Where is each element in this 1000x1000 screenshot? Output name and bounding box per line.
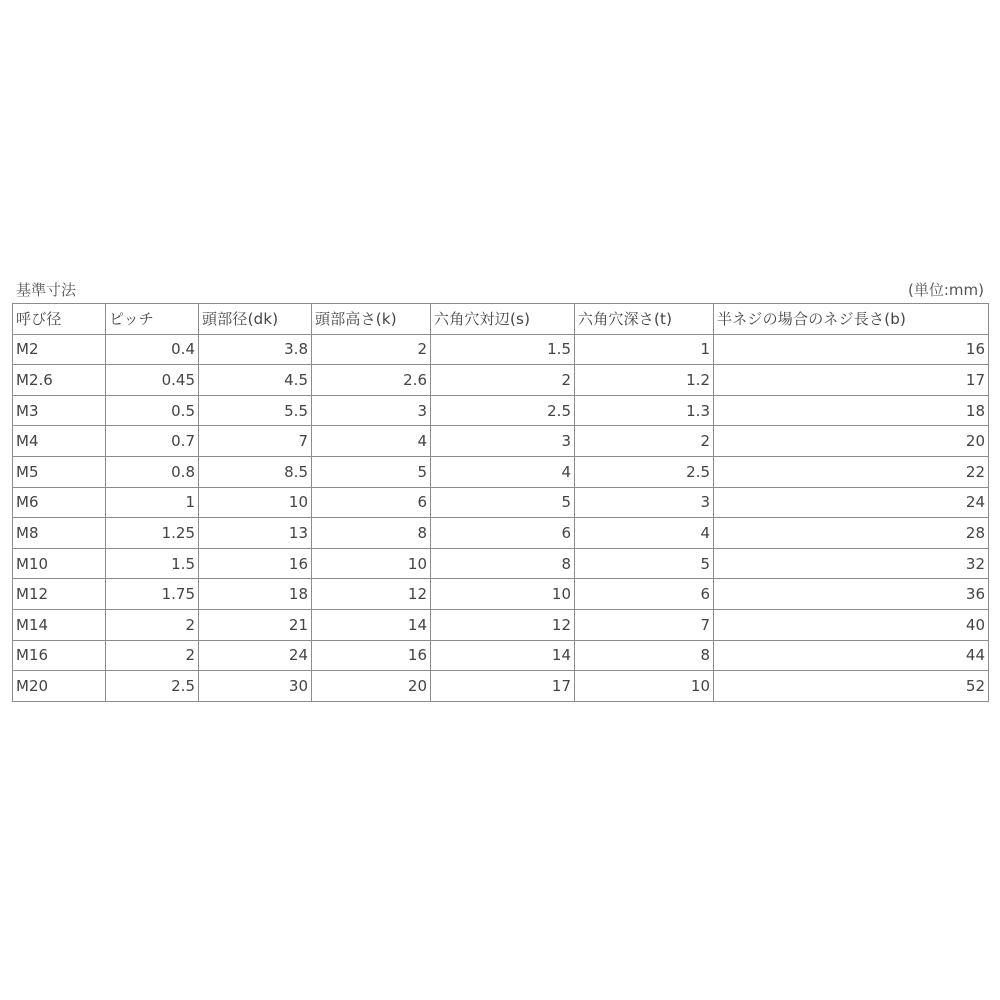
cell-nominal-diameter: M3 [13, 395, 106, 426]
cell-thread-length: 16 [714, 334, 989, 365]
cell-hex-socket-size: 12 [431, 609, 575, 640]
cell-hex-socket-size: 17 [431, 671, 575, 702]
cell-nominal-diameter: M8 [13, 518, 106, 549]
cell-head-height: 3 [312, 395, 431, 426]
cell-pitch: 2 [106, 609, 199, 640]
cell-hex-socket-depth: 5 [575, 548, 714, 579]
cell-hex-socket-size: 2.5 [431, 395, 575, 426]
cell-nominal-diameter: M16 [13, 640, 106, 671]
cell-thread-length: 22 [714, 456, 989, 487]
cell-thread-length: 32 [714, 548, 989, 579]
cell-pitch: 2.5 [106, 671, 199, 702]
cell-hex-socket-size: 3 [431, 426, 575, 457]
cell-hex-socket-depth: 1.2 [575, 365, 714, 396]
cell-pitch: 0.5 [106, 395, 199, 426]
cell-thread-length: 36 [714, 579, 989, 610]
table-body [13, 334, 989, 701]
cell-hex-socket-size: 14 [431, 640, 575, 671]
cell-head-diameter: 24 [199, 640, 312, 671]
cell-hex-socket-depth: 3 [575, 487, 714, 518]
cell-head-diameter: 8.5 [199, 456, 312, 487]
cell-hex-socket-size: 4 [431, 456, 575, 487]
cell-nominal-diameter: M12 [13, 579, 106, 610]
table-caption [14, 277, 990, 301]
cell-thread-length: 20 [714, 426, 989, 457]
cell-head-height: 10 [312, 548, 431, 579]
table-row [13, 365, 989, 396]
cell-nominal-diameter: M20 [13, 671, 106, 702]
cell-thread-length: 40 [714, 609, 989, 640]
header-thread-length: 半ネジの場合のネジ長さ(b) [714, 304, 989, 335]
table-row [13, 579, 989, 610]
cell-head-height: 6 [312, 487, 431, 518]
table-row [13, 671, 989, 702]
cell-hex-socket-depth: 1 [575, 334, 714, 365]
cell-head-diameter: 10 [199, 487, 312, 518]
cell-thread-length: 52 [714, 671, 989, 702]
cell-nominal-diameter: M14 [13, 609, 106, 640]
cell-pitch: 1.25 [106, 518, 199, 549]
cell-pitch: 0.8 [106, 456, 199, 487]
cell-pitch: 0.45 [106, 365, 199, 396]
cell-head-height: 2 [312, 334, 431, 365]
table-row [13, 609, 989, 640]
cell-head-diameter: 30 [199, 671, 312, 702]
table-row [13, 518, 989, 549]
cell-hex-socket-depth: 10 [575, 671, 714, 702]
table-row [13, 426, 989, 457]
cell-head-height: 2.6 [312, 365, 431, 396]
cell-head-diameter: 4.5 [199, 365, 312, 396]
header-head-diameter: 頭部径(dk) [199, 304, 312, 335]
table-row [13, 456, 989, 487]
table-row [13, 487, 989, 518]
cell-nominal-diameter: M4 [13, 426, 106, 457]
cell-nominal-diameter: M2 [13, 334, 106, 365]
cell-pitch: 0.7 [106, 426, 199, 457]
cell-head-height: 5 [312, 456, 431, 487]
cell-hex-socket-size: 1.5 [431, 334, 575, 365]
cell-hex-socket-depth: 4 [575, 518, 714, 549]
cell-head-height: 4 [312, 426, 431, 457]
table-row [13, 548, 989, 579]
cell-thread-length: 28 [714, 518, 989, 549]
cell-head-diameter: 13 [199, 518, 312, 549]
cell-hex-socket-size: 8 [431, 548, 575, 579]
cell-head-diameter: 21 [199, 609, 312, 640]
cell-head-height: 16 [312, 640, 431, 671]
cell-hex-socket-size: 6 [431, 518, 575, 549]
cell-head-diameter: 16 [199, 548, 312, 579]
dimension-table [12, 303, 989, 702]
cell-hex-socket-size: 5 [431, 487, 575, 518]
table-title: 基準寸法 [16, 281, 77, 299]
cell-head-height: 8 [312, 518, 431, 549]
cell-hex-socket-size: 10 [431, 579, 575, 610]
cell-thread-length: 17 [714, 365, 989, 396]
header-nominal-diameter: 呼び径 [13, 304, 106, 335]
cell-pitch: 1.5 [106, 548, 199, 579]
table-row [13, 640, 989, 671]
cell-nominal-diameter: M6 [13, 487, 106, 518]
cell-hex-socket-depth: 6 [575, 579, 714, 610]
cell-head-diameter: 5.5 [199, 395, 312, 426]
header-pitch: ピッチ [106, 304, 199, 335]
cell-pitch: 1 [106, 487, 199, 518]
cell-pitch: 1.75 [106, 579, 199, 610]
cell-head-height: 14 [312, 609, 431, 640]
cell-nominal-diameter: M5 [13, 456, 106, 487]
unit-note: (単位:mm) [908, 281, 984, 299]
cell-nominal-diameter: M10 [13, 548, 106, 579]
header-hex-socket-depth: 六角穴深さ(t) [575, 304, 714, 335]
header-head-height: 頭部高さ(k) [312, 304, 431, 335]
cell-hex-socket-size: 2 [431, 365, 575, 396]
cell-thread-length: 44 [714, 640, 989, 671]
cell-head-height: 12 [312, 579, 431, 610]
cell-nominal-diameter: M2.6 [13, 365, 106, 396]
table-row [13, 334, 989, 365]
cell-pitch: 2 [106, 640, 199, 671]
cell-hex-socket-depth: 2.5 [575, 456, 714, 487]
cell-head-diameter: 18 [199, 579, 312, 610]
cell-head-diameter: 3.8 [199, 334, 312, 365]
cell-hex-socket-depth: 8 [575, 640, 714, 671]
cell-hex-socket-depth: 1.3 [575, 395, 714, 426]
cell-hex-socket-depth: 2 [575, 426, 714, 457]
header-row [13, 304, 989, 335]
table-row [13, 395, 989, 426]
cell-head-height: 20 [312, 671, 431, 702]
cell-thread-length: 18 [714, 395, 989, 426]
cell-hex-socket-depth: 7 [575, 609, 714, 640]
cell-head-diameter: 7 [199, 426, 312, 457]
header-hex-socket-size: 六角穴対辺(s) [431, 304, 575, 335]
cell-pitch: 0.4 [106, 334, 199, 365]
cell-thread-length: 24 [714, 487, 989, 518]
